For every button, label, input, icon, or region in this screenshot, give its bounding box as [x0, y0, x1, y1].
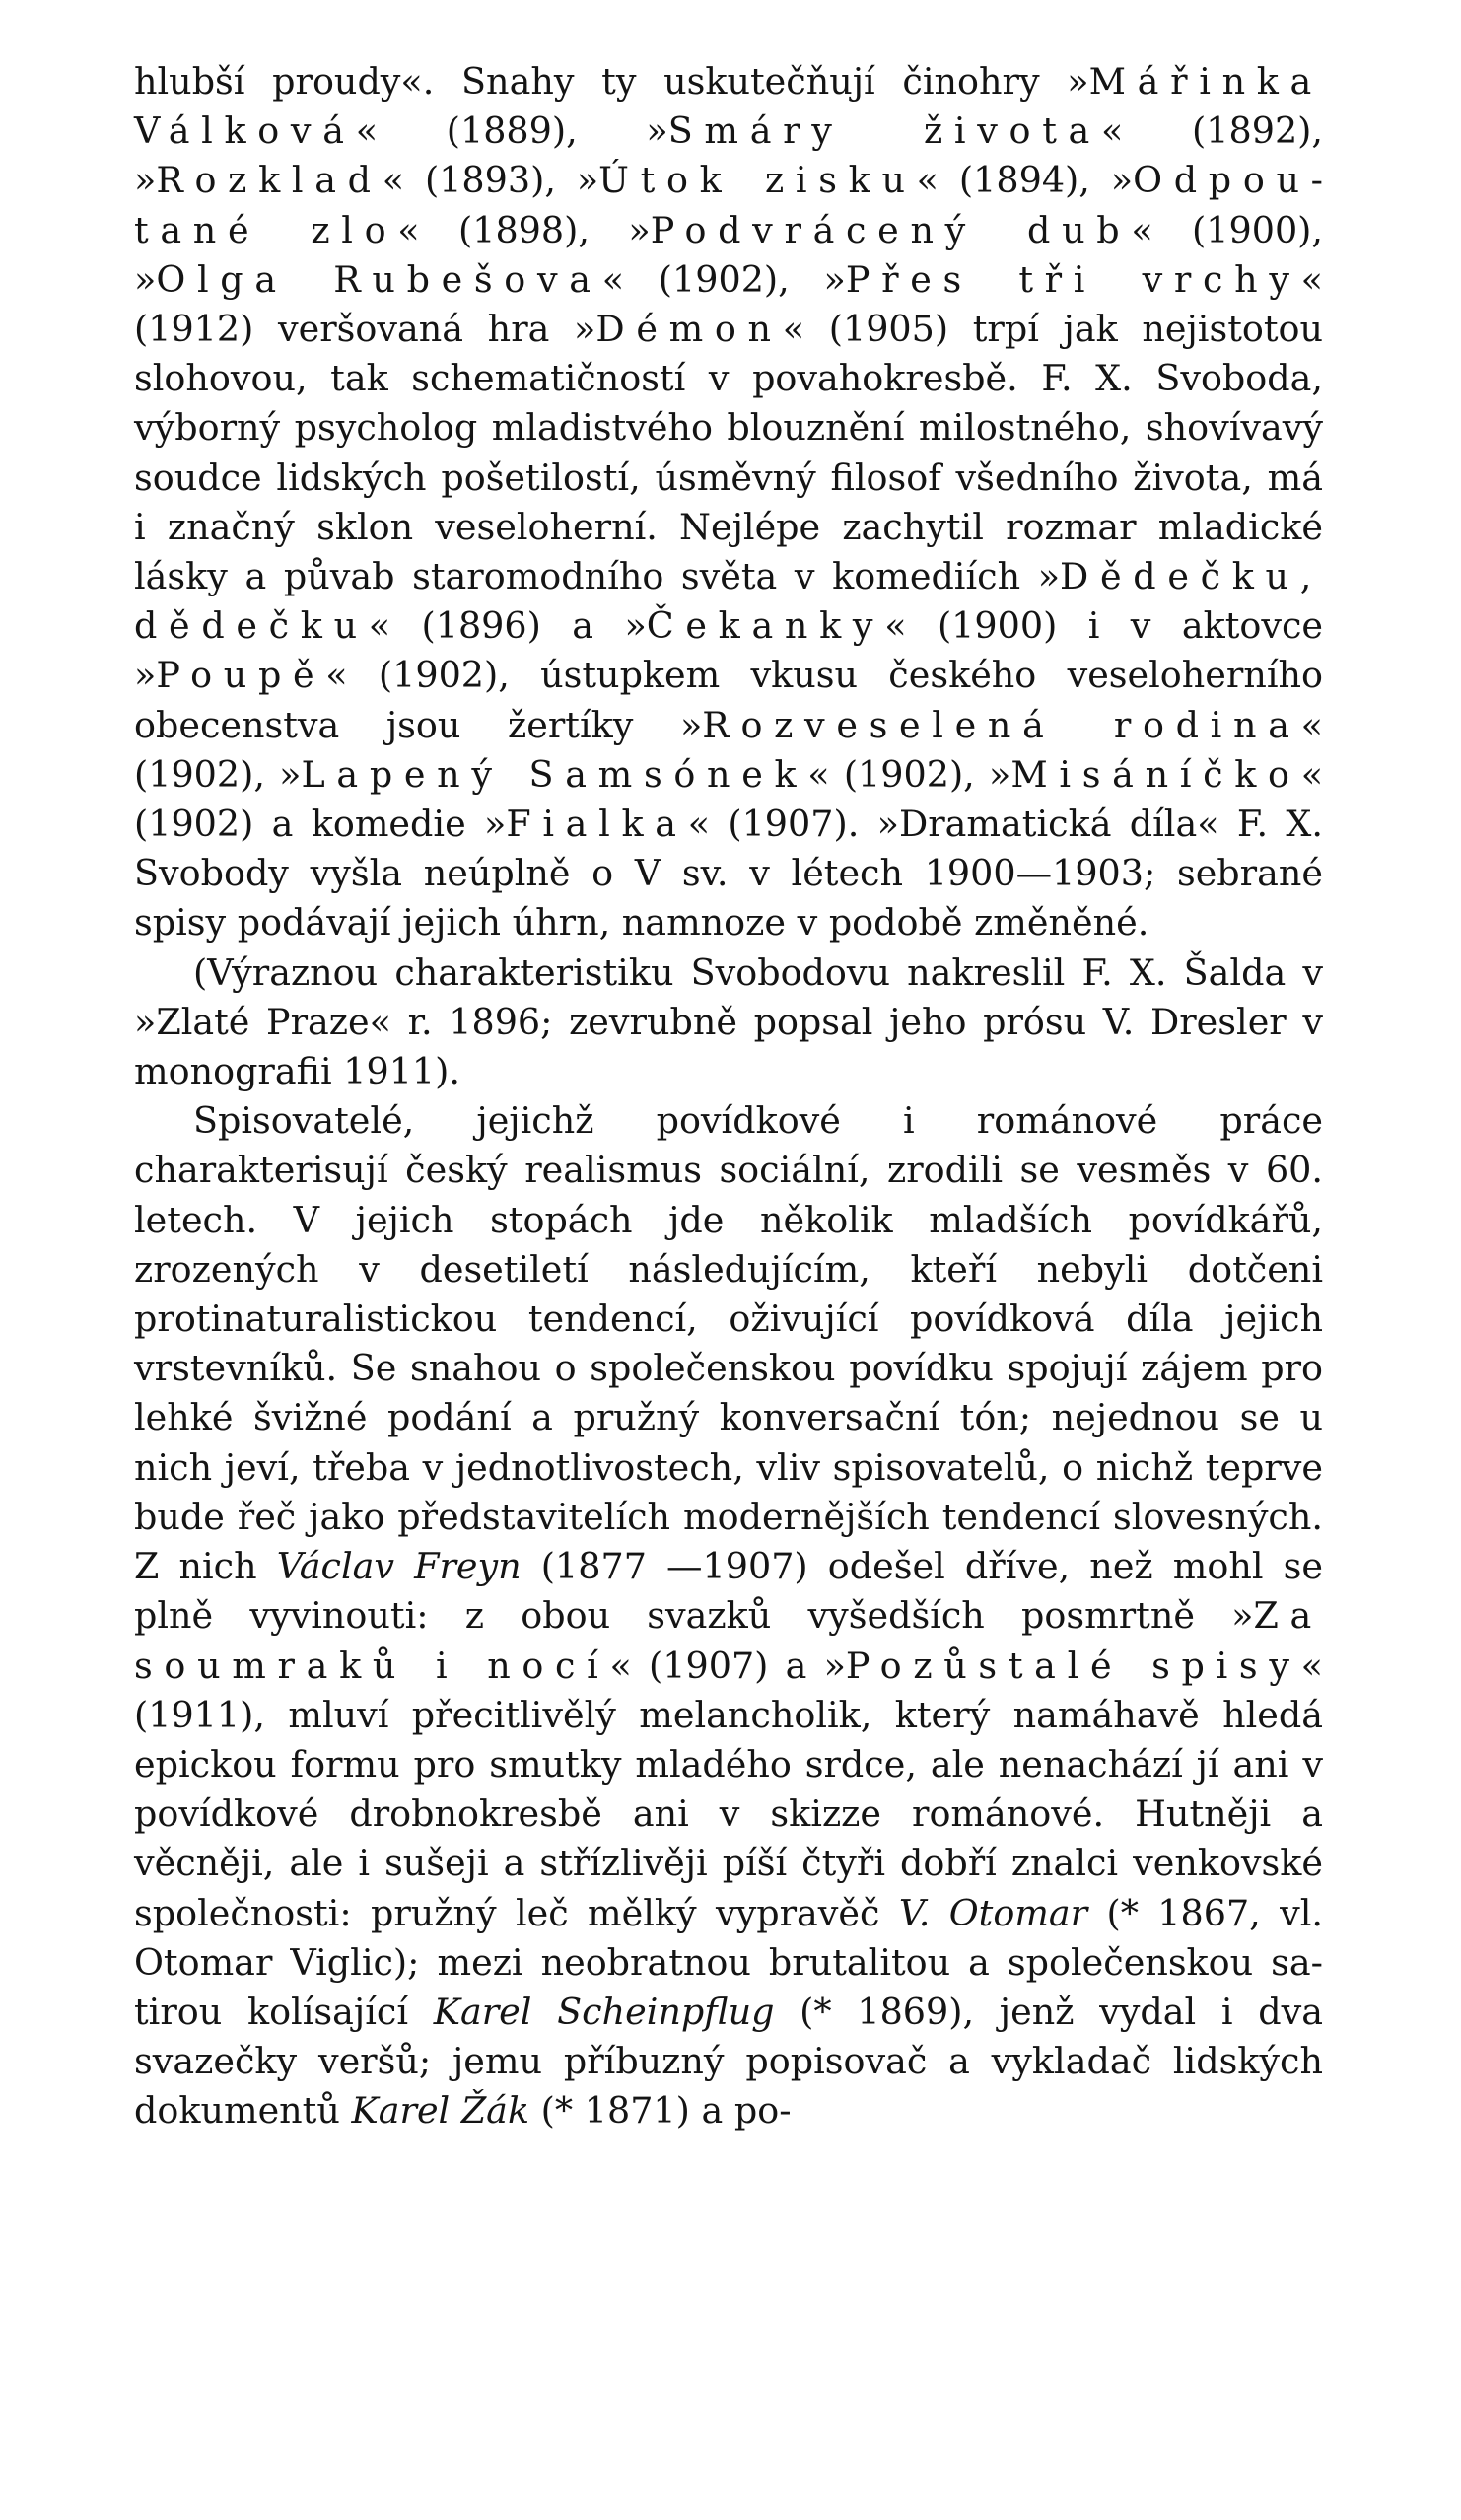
spaced-title: Útok zisku: [598, 159, 917, 202]
text-run: « (1898), »: [397, 208, 651, 251]
text-run: (1877 —1907) odešel dříve, než mohl se plně vyvinouti: z obou svazků vyšedších posmrtně »: [134, 1545, 1323, 1638]
author-name: V. Otomar: [898, 1891, 1088, 1934]
spaced-title: Olga Rubešova: [156, 257, 602, 301]
text-run: « (1900), »: [134, 208, 1324, 301]
spaced-title: Démon: [595, 308, 783, 351]
author-name: Václav Freyn: [276, 1545, 522, 1588]
text-run: « (1907) a »: [609, 1644, 846, 1687]
text-run: « (1902), »: [601, 257, 846, 301]
text-run: « (1896) a »: [368, 604, 647, 648]
spaced-title: Rozklad: [156, 159, 383, 202]
spaced-title: Podvrácený dub: [650, 208, 1132, 251]
text-run: « (1894), »: [916, 159, 1134, 202]
page-text: [134, 57, 1323, 2136]
spaced-title: Pozůstalé spisy: [845, 1644, 1301, 1687]
spaced-title: Dědečku, dědečku: [134, 555, 1323, 648]
text-run: Spisovatelé, jejichž povídkové i románové práce charakterisují český realismus sociální, zrodili se vesměs v 60. letech. V jejich stopách jde několik mladších povídkářů, zrozených v desetiletí následujícím, kteří nebyli dotčeni protinaturalistickou tendencí, oživující povídková díla jejich vrstevníků. Se snahou o společenskou povídku spojují zájem pro lehké švižné podání a pružný konversační tón; nejednou se u nich jeví, třeba v jednotlivostech, vliv spisovatelů, o nichž teprve bude řeč jako představitelích modernějších tendencí slovesných. Z nich: [134, 1099, 1323, 1588]
spaced-title: Přes tři vrchy: [845, 257, 1301, 301]
text-run: « (1889), »: [355, 109, 668, 153]
text-run: (* 1871) a po-: [529, 2089, 792, 2133]
text-run: hlubší proudy«. Snahy ty uskutečňují činohry »: [134, 60, 1089, 103]
spaced-title: Čekanky: [646, 604, 885, 648]
text-run: « (1900) i v aktovce »: [134, 604, 1323, 697]
spaced-title: Za soumraků i nocí: [134, 1594, 1323, 1687]
text-run: « (1905) trpí jak nejistotou slohovou, tak schematičností v povahokresbě. F. X. Svoboda, výborný psycholog mladistvého blouznění milostného, shovívavý soudce lidských pošetilostí, úsměvný filosof všedního života, má i značný sklon veseloherní. Nejlépe zachytil rozmar mladické lásky a půvab staromodního světa v komediích »: [134, 308, 1324, 598]
text-run: (Výraznou charakteristiku Svobodovu nakreslil F. X. Šalda v »Zlaté Praze« r. 1896; zevrubně popsal jeho prósu V. Dresler v monografii 1911).: [134, 950, 1323, 1093]
spaced-title: Rozveselená rodina: [702, 703, 1301, 746]
text-run: « (1911), mluví přecitlivělý melancholik, který namáhavě hledá epickou formu pro smutky mladého srdce, ale nenachází jí ani v povídkové drobnokresbě ani v skizze románové. Hutněji a věcněji, ale i sušeji a střízlivěji píší čtyři dobří znalci venkovské společnosti: pružný leč mělký vypravěč: [134, 1644, 1323, 1934]
spaced-title: Misáníčko: [1010, 752, 1301, 796]
text-run: « (1902), »: [807, 752, 1011, 796]
text-run: (* 1869), jenž vydal i dva svazečky veršů; jemu příbuzný popisovač a vykladač lidských dokumentů: [134, 1990, 1323, 2133]
text-run: « (1892), »: [134, 109, 1324, 202]
text-run: « (1902), »: [134, 703, 1323, 796]
paragraph-3: [134, 1096, 1323, 2135]
author-name: Karel Žák: [351, 2089, 530, 2133]
spaced-title: Smáry života: [667, 109, 1101, 153]
spaced-title: Poupě: [156, 654, 326, 697]
text-run: « (1912) veršovaná hra »: [134, 257, 1323, 351]
text-run: « (1902), ústupkem vkusu českého veseloherního obecenstva jsou žertíky »: [134, 654, 1323, 746]
paragraph-2: [134, 948, 1323, 1097]
spaced-title: Mářinka Válková: [134, 60, 1323, 153]
spaced-title: Fialka: [506, 803, 688, 846]
text-run: (* 1867, vl. Otomar Viglic); mezi neobratnou brutalitou a společenskou satirou kolísající: [134, 1891, 1324, 2033]
text-run: « (1902) a komedie »: [134, 752, 1324, 846]
author-name: Karel Scheinpflug: [433, 1990, 775, 2033]
paragraph-1: [134, 57, 1323, 948]
spaced-title: Lapený Samsónek: [301, 752, 808, 796]
text-run: « (1907). »Dramatická díla« F. X. Svobody vyšla neúplně o V sv. v létech 1900—1903; sebrané spisy podávají jejich úhrn, namnoze v podobě změněné.: [134, 803, 1323, 945]
text-run: « (1893), »: [382, 159, 599, 202]
spaced-title: Odpoutané zlo: [134, 159, 1324, 251]
